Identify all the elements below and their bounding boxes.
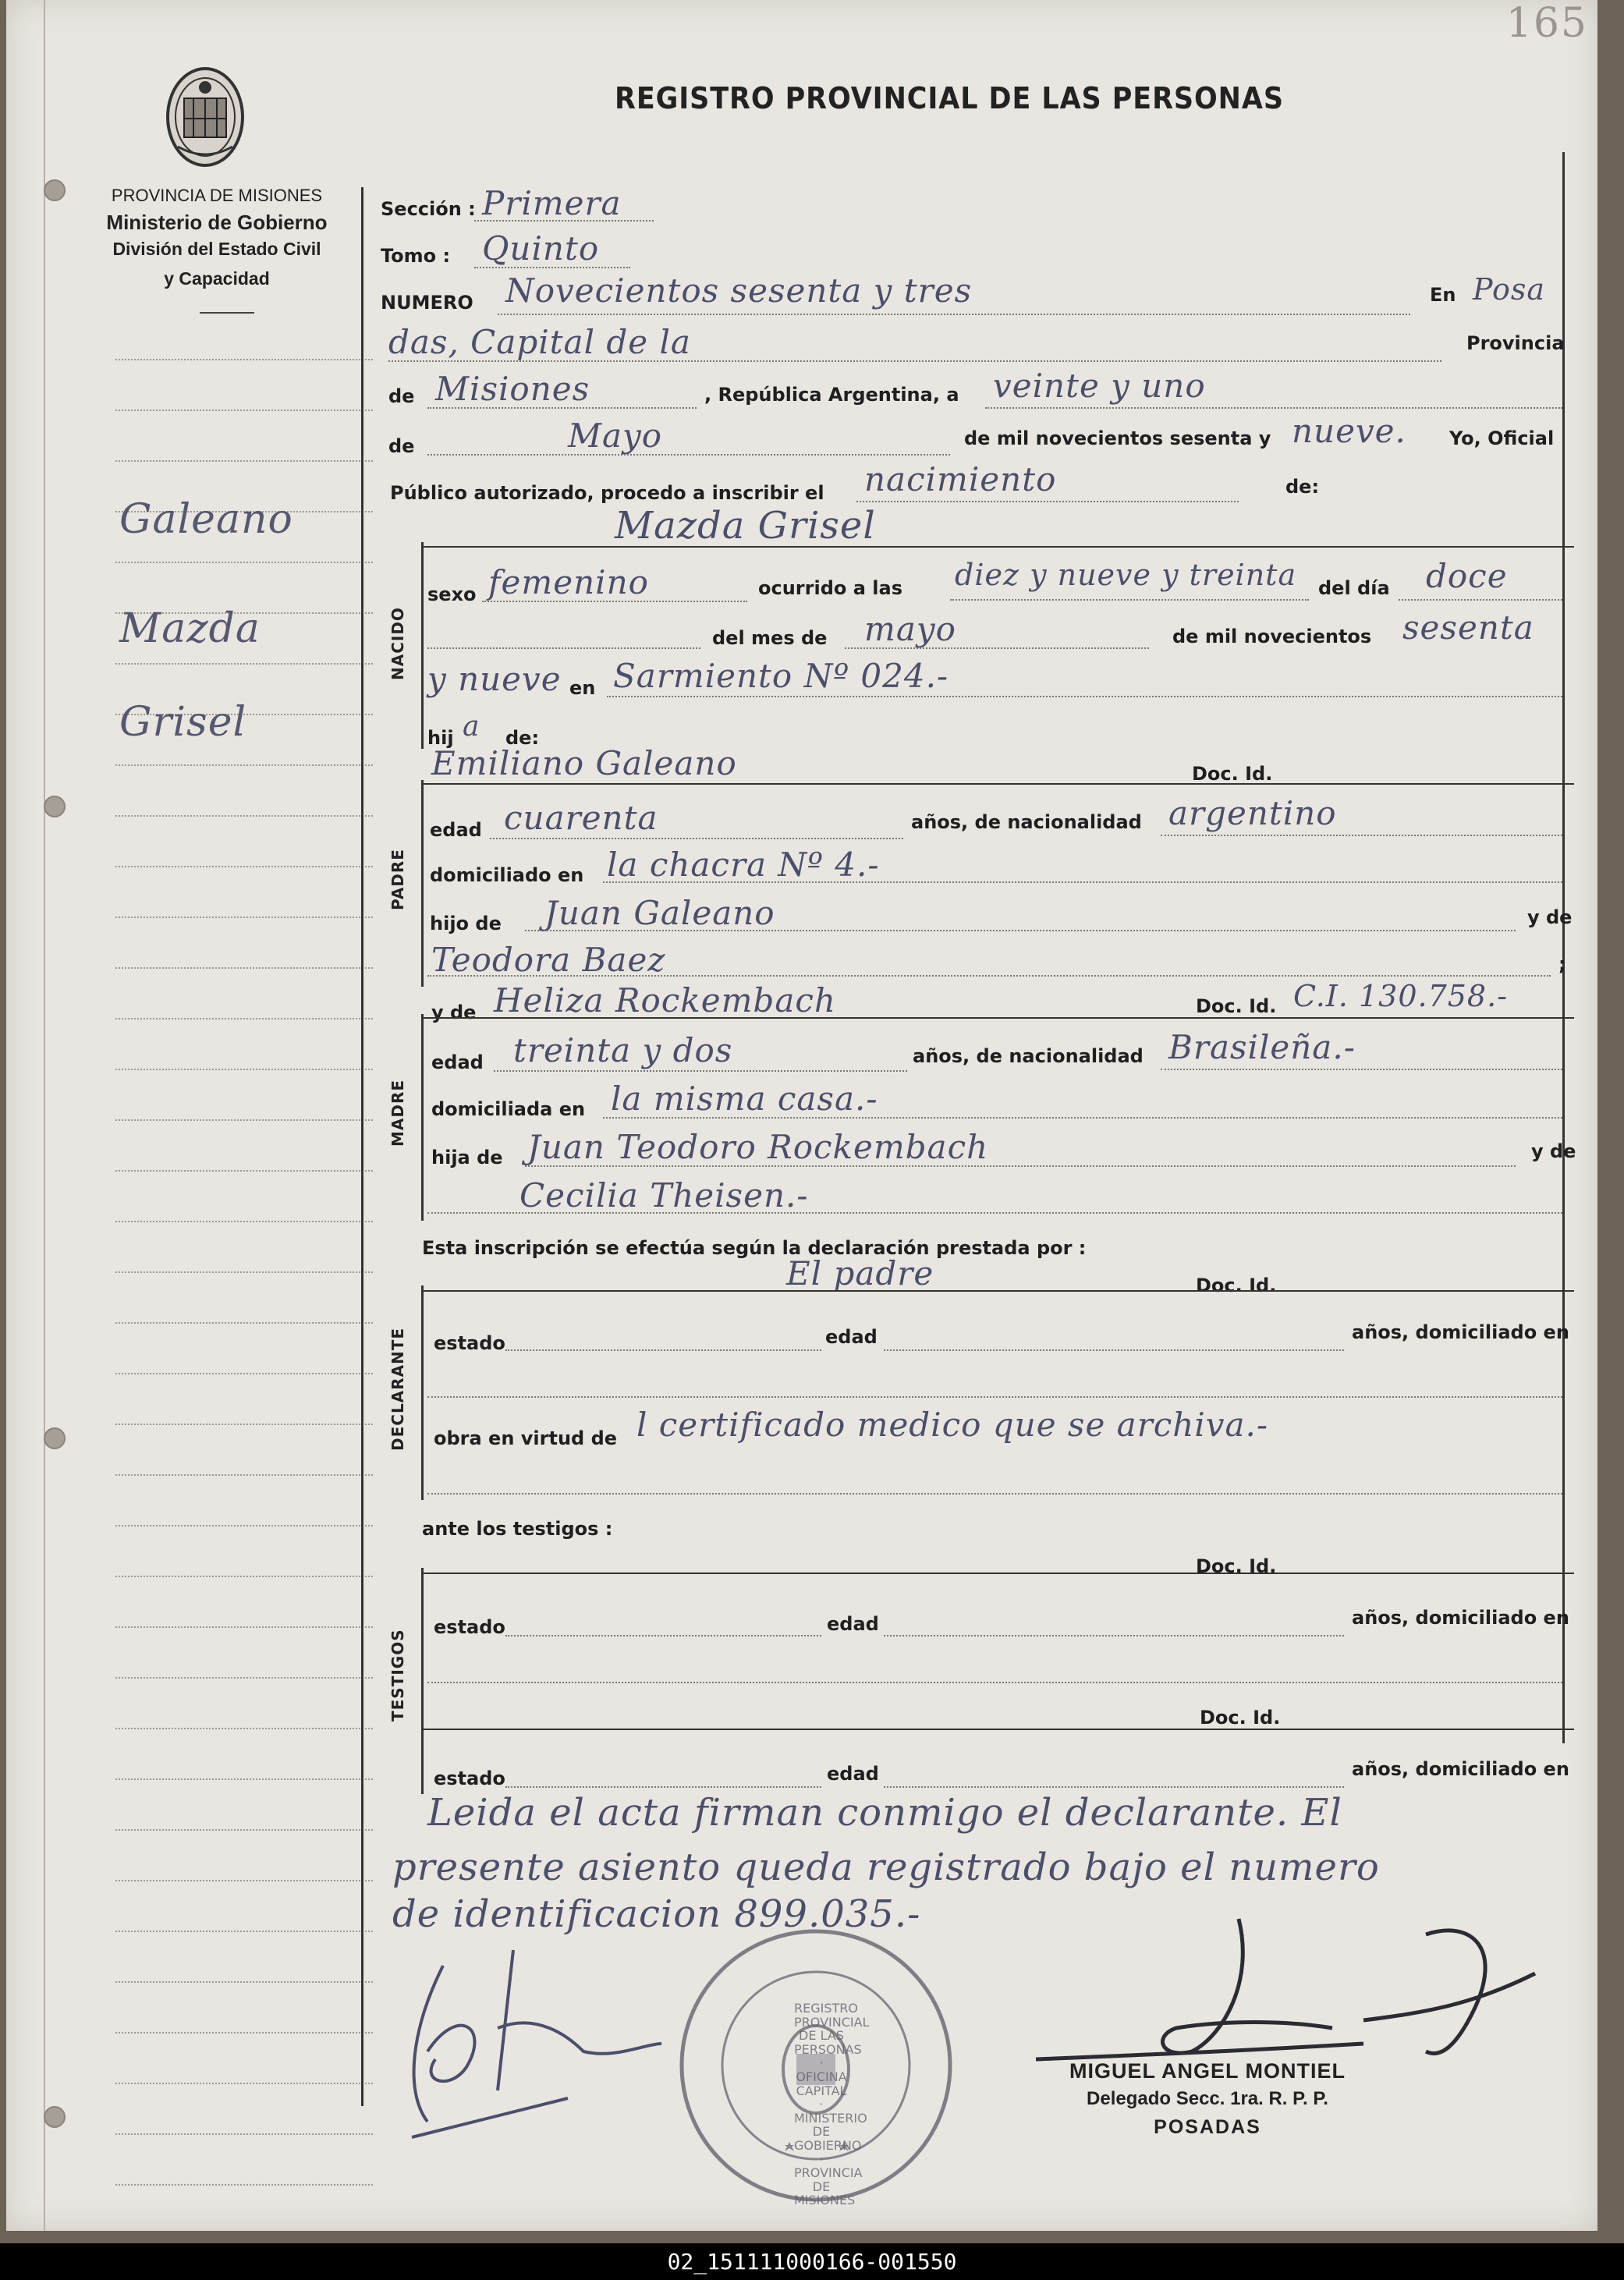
padre-padre-de: Juan Galeano: [544, 894, 775, 932]
margin-name-2: Mazda: [119, 605, 261, 652]
dia-value: veinte y uno: [993, 367, 1206, 405]
madre-bracket: [421, 1014, 424, 1221]
dotted-line: [603, 881, 1562, 883]
sexo-label: sexo: [427, 583, 477, 605]
mil-label: de mil novecientos: [1172, 626, 1372, 647]
closing-line-2: presente asiento queda registrado bajo el numero: [392, 1846, 1380, 1889]
dotted-line: [1161, 1069, 1562, 1070]
officer-role: Delegado Secc. 1ra. R. P. P.: [1087, 2088, 1328, 2109]
margin-rule: [115, 967, 373, 969]
margin-rule: [115, 2032, 373, 2034]
testigo2-estado-label: estado: [434, 1768, 505, 1789]
rule: [421, 546, 1574, 548]
madre-madre-de: Cecilia Theisen.-: [519, 1176, 809, 1214]
padre-madre-de: Teodora Baez: [431, 941, 666, 979]
madre-edad-label: edad: [431, 1051, 484, 1073]
header-province: PROVINCIA DE MISIONES: [111, 186, 323, 205]
dotted-line: [1399, 599, 1562, 601]
testigo1-doc-label: Doc. Id.: [1196, 1555, 1277, 1577]
en-value-2: das, Capital de la: [388, 323, 691, 361]
margin-rule: [115, 1576, 373, 1577]
officer-city: POSADAS: [1154, 2116, 1261, 2138]
declarante-nombre: El padre: [786, 1254, 934, 1292]
margin-name-3: Grisel: [119, 699, 247, 746]
dotted-line: [427, 975, 1551, 977]
rule: [421, 1017, 1574, 1019]
numero-value: Novecientos sesenta y tres: [505, 271, 973, 310]
dotted-line: [607, 696, 1562, 697]
madre-domicilio: la misma casa.-: [611, 1080, 878, 1118]
hijo-de-label: de:: [505, 727, 540, 749]
madre-section-label: MADRE: [388, 1079, 407, 1147]
numero-label: NUMERO: [381, 292, 473, 314]
ocurrido-label: ocurrido a las: [758, 577, 902, 599]
closing-line-3: de identificacion 899.035.-: [392, 1892, 921, 1936]
nacido-nombre: Mazda Grisel: [615, 504, 876, 548]
margin-rule: [115, 2083, 373, 2084]
margin-rule: [115, 1018, 373, 1019]
margin-rule: [115, 1981, 373, 1983]
padre-bracket: [421, 780, 424, 987]
dotted-line: [525, 1165, 1516, 1167]
padre-nombre: Emiliano Galeano: [431, 744, 737, 782]
padre-y-de-label: y de: [1527, 906, 1573, 928]
padre-nac-label: años, de nacionalidad: [911, 811, 1142, 833]
margin-rule: [115, 2133, 373, 2135]
anio-value: nueve.: [1292, 412, 1406, 450]
margin-rule: [115, 1373, 373, 1374]
acto-value: nacimiento: [864, 460, 1057, 498]
dotted-line: [884, 1349, 1344, 1351]
padre-domicilio: la chacra Nº 4.-: [607, 846, 880, 884]
declarante-bracket: [421, 1285, 424, 1500]
dotted-line: [427, 1396, 1562, 1398]
header-underline: [200, 312, 254, 314]
header-ministry: Ministerio de Gobierno: [106, 211, 328, 234]
margin-rule: [115, 1474, 373, 1476]
padre-nacionalidad: argentino: [1168, 794, 1337, 832]
publico-label: Público autorizado, procedo a inscribir el: [390, 482, 824, 504]
margin-name-1: Galeano: [119, 496, 293, 543]
dotted-line: [427, 454, 950, 456]
rule: [421, 1729, 1574, 1730]
document-page: [6, 0, 1597, 2231]
testigo2-dom-label: años, domiciliado en: [1352, 1758, 1569, 1780]
archive-id-bar: 02_151111000166-001550: [0, 2243, 1624, 2280]
dotted-line: [884, 1786, 1344, 1788]
margin-rule: [115, 359, 373, 360]
margin-rule: [115, 663, 373, 665]
margin-rule: [115, 917, 373, 918]
dotted-line: [950, 599, 1309, 601]
document-title: REGISTRO PROVINCIAL DE LAS PERSONAS: [615, 81, 1284, 115]
en-label: En: [1430, 284, 1456, 306]
dotted-line: [494, 1070, 907, 1072]
de-label-2: de: [388, 435, 415, 457]
header-division: División del Estado Civil: [112, 239, 321, 259]
margin-rule: [115, 1271, 373, 1273]
obra-value: l certificado medico que se archiva.-: [636, 1406, 1269, 1444]
closing-line-1: Leida el acta firman conmigo el declarante. El: [427, 1791, 1342, 1835]
del-dia-label: del día: [1318, 577, 1390, 599]
margin-rule: [115, 1880, 373, 1881]
declarante-doc-label: Doc. Id.: [1196, 1275, 1277, 1296]
dotted-line: [845, 647, 1149, 649]
madre-edad: treinta y dos: [513, 1031, 733, 1069]
del-mes-label: del mes de: [712, 627, 828, 649]
coat-of-arms-seal: [162, 61, 248, 178]
testigo1-dom-label: años, domiciliado en: [1352, 1607, 1569, 1629]
margin-rule: [115, 1170, 373, 1172]
margin-rule: [115, 1221, 373, 1222]
madre-nacionalidad: Brasileña.-: [1168, 1028, 1356, 1066]
dotted-line: [1161, 835, 1562, 836]
declarante-edad-label: edad: [825, 1326, 878, 1348]
rule: [421, 1573, 1574, 1574]
margin-rule: [115, 1778, 373, 1780]
hijo-label: hij: [427, 727, 454, 749]
margin-rule: [115, 1931, 373, 1932]
oficial-label: Yo, Oficial: [1449, 427, 1555, 449]
testigo1-edad-label: edad: [827, 1613, 879, 1635]
testigos-bracket: [421, 1568, 424, 1794]
tomo-value: Quinto: [482, 229, 600, 268]
dotted-line: [505, 1786, 821, 1788]
madre-y-de-label-2: y de: [1531, 1140, 1576, 1162]
provincia-value: Misiones: [435, 370, 590, 408]
officer-block: [1005, 2059, 1410, 2139]
binding-hole: [44, 796, 66, 817]
en-nacido-label: en: [569, 677, 596, 699]
stamp-text: REGISTRO PROVINCIAL DE LAS PERSONAS · OFICINA CAPITAL · MINISTERIO DE GOBIERNO · PROVINCIA DE MISIONES: [794, 2001, 870, 2208]
padre-edad: cuarenta: [504, 799, 658, 837]
padre-doc-label: Doc. Id.: [1192, 763, 1273, 785]
padre-section-label: PADRE: [388, 849, 407, 910]
nacido-section-label: NACIDO: [388, 607, 407, 680]
dotted-line: [482, 601, 747, 602]
margin-rule: [115, 1677, 373, 1679]
page-number: 165: [1505, 0, 1588, 47]
padre-dom-label: domiciliado en: [430, 864, 584, 886]
sexo-value: femenino: [488, 563, 649, 601]
mes-nacido: mayo: [864, 610, 956, 648]
declaracion-label: Esta inscripción se efectúa según la declaración prestada por :: [422, 1237, 1087, 1259]
margin-rule: [115, 1829, 373, 1831]
rule: [421, 783, 1574, 785]
hora-value: diez y nueve y treinta: [955, 558, 1297, 592]
madre-padre-de: Juan Teodoro Rockembach: [527, 1128, 989, 1166]
dotted-line: [427, 407, 697, 409]
dotted-line: [603, 1117, 1562, 1119]
mes-value: Mayo: [568, 417, 663, 455]
de-colon-label: de:: [1285, 476, 1320, 498]
padre-edad-label: edad: [430, 819, 482, 841]
madre-nombre: Heliza Rockembach: [494, 981, 836, 1019]
margin-rule: [115, 1424, 373, 1425]
madre-y-de-label: y de: [431, 1002, 477, 1023]
madre-dom-label: domiciliada en: [431, 1098, 586, 1120]
madre-doc-label: Doc. Id.: [1196, 995, 1277, 1017]
dotted-line: [525, 930, 1516, 931]
margin-rule: [115, 815, 373, 817]
anio-nacido-2: y nueve: [427, 660, 562, 698]
tomo-label: Tomo :: [381, 245, 451, 267]
header-division-2: y Capacidad: [164, 268, 270, 289]
declarante-section-label: DECLARANTE: [388, 1327, 407, 1451]
margin-rule: [115, 562, 373, 563]
declarant-signature: [396, 1934, 677, 2145]
dotted-line: [498, 314, 1410, 315]
declarante-estado-label: estado: [434, 1332, 505, 1354]
main-left-border: [361, 187, 363, 2106]
madre-hija-de-label: hija de: [431, 1147, 503, 1168]
margin-rule: [115, 764, 373, 766]
margin-rule: [115, 1119, 373, 1121]
declarante-dom-label: años, domiciliado en: [1352, 1321, 1569, 1343]
testigos-section-label: TESTIGOS: [388, 1629, 407, 1722]
dotted-line: [985, 407, 1562, 409]
nacido-bracket: [421, 542, 424, 749]
obra-label: obra en virtud de: [434, 1427, 618, 1449]
dotted-line: [427, 1493, 1562, 1495]
republica-label: , República Argentina, a: [704, 384, 959, 406]
provincia-label: Provincia: [1466, 332, 1565, 354]
margin-rule: [115, 1626, 373, 1628]
officer-name: MIGUEL ANGEL MONTIEL: [1069, 2059, 1346, 2083]
margin-rule: [115, 1069, 373, 1070]
testigo2-edad-label: edad: [827, 1763, 879, 1785]
dotted-line: [505, 1349, 821, 1351]
binding-hole: [44, 2106, 66, 2128]
margin-rule: [115, 2184, 373, 2186]
de-label: de: [388, 385, 415, 407]
margin-rule: [115, 1525, 373, 1527]
dotted-line: [490, 838, 903, 839]
anio-nacido-1: sesenta: [1402, 608, 1534, 647]
padre-hijo-de-label: hijo de: [430, 913, 502, 934]
dotted-line: [505, 1635, 821, 1636]
margin-rule: [115, 1322, 373, 1324]
dotted-line: [474, 267, 630, 268]
margin-rule: [115, 460, 373, 462]
margin-rule: [115, 410, 373, 411]
testigos-label: ante los testigos :: [422, 1518, 613, 1540]
binding-hole: [44, 1427, 66, 1449]
testigo2-doc-label: Doc. Id.: [1200, 1707, 1281, 1729]
dotted-line: [474, 220, 654, 222]
anio-label: de mil novecientos sesenta y: [964, 427, 1271, 449]
dia-nacido: doce: [1426, 557, 1508, 595]
dotted-line: [856, 501, 1239, 502]
dotted-line: [884, 1635, 1344, 1636]
madre-doc: C.I. 130.758.-: [1293, 979, 1509, 1013]
en-value-1: Posa: [1473, 272, 1546, 307]
seccion-value: Primera: [482, 184, 622, 222]
dotted-line: [427, 647, 700, 649]
main-right-border: [1562, 152, 1565, 1743]
margin-rule: [115, 866, 373, 867]
hijo-suffix: a: [463, 711, 480, 743]
margin-rule: [115, 1728, 373, 1729]
seccion-label: Sección :: [381, 198, 476, 220]
madre-nac-label: años, de nacionalidad: [913, 1045, 1144, 1067]
dotted-line: [427, 1212, 1562, 1214]
testigo1-estado-label: estado: [434, 1616, 505, 1638]
dotted-line: [388, 360, 1441, 362]
binding-edge: [44, 0, 45, 2231]
dotted-line: [427, 1682, 1562, 1683]
lugar-nacido: Sarmiento Nº 024.-: [613, 657, 949, 695]
padre-semicolon: ;: [1558, 953, 1566, 975]
rule: [421, 1290, 1574, 1292]
